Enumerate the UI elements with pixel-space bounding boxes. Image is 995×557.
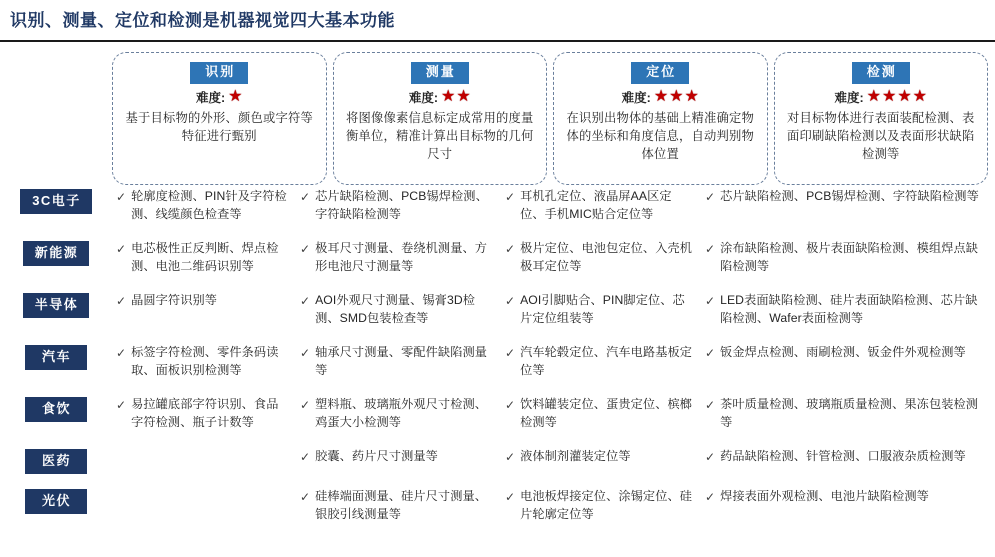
function-card-2 — [333, 52, 548, 185]
function-card-badge: 测量 — [411, 62, 469, 84]
matrix-cell — [701, 188, 995, 206]
row-label-cell — [0, 396, 112, 422]
function-card-description: 将图像像素信息标定成常用的度量衡单位，精准计算出目标物的几何尺寸 — [346, 110, 534, 161]
matrix-cell — [296, 396, 501, 432]
check-icon: ✓ — [300, 346, 311, 360]
check-icon: ✓ — [505, 490, 516, 504]
check-icon: ✓ — [116, 242, 127, 256]
matrix-cell-text: 胶囊、药片尺寸测量等 — [315, 449, 438, 463]
industry-label: 3C电子 — [20, 189, 92, 214]
matrix-cell-text: 极片定位、电池包定位、入壳机极耳定位等 — [520, 241, 693, 273]
matrix-cell-text: 药品缺陷检测、针管检测、口服液杂质检测等 — [720, 449, 966, 463]
matrix-cell — [701, 292, 995, 328]
star-icon: ★ — [684, 88, 699, 106]
row-label-cell — [0, 292, 112, 318]
difficulty-label: 难度: — [834, 91, 864, 106]
matrix-cell-text: 茶叶质量检测、玻璃瓶质量检测、果冻包装检测等 — [720, 397, 979, 429]
difficulty-rating — [409, 89, 471, 106]
check-icon: ✓ — [116, 190, 127, 204]
matrix-cell — [501, 448, 701, 466]
page-title: 识别、测量、定位和检测是机器视觉四大基本功能 — [10, 11, 395, 30]
matrix-cell-text: 轴承尺寸测量、零配件缺陷测量等 — [315, 345, 488, 377]
star-icon: ★ — [669, 88, 684, 106]
check-icon: ✓ — [505, 450, 516, 464]
star-icon: ★ — [228, 88, 243, 106]
difficulty-stars — [228, 89, 242, 105]
matrix-cell-text: AOI外观尺寸测量、锡膏3D检测、SMD包装检查等 — [315, 293, 476, 325]
matrix-cell-text: 塑料瓶、玻璃瓶外观尺寸检测、鸡蛋大小检测等 — [315, 397, 488, 429]
matrix-cell-text: 硅棒端面测量、硅片尺寸测量、银胶引线测量等 — [315, 489, 488, 521]
check-icon: ✓ — [705, 398, 716, 412]
function-card-description: 基于目标物的外形、颜色或字符等特征进行甄别 — [125, 110, 313, 143]
function-card-badge: 检测 — [852, 62, 910, 84]
industry-label: 新能源 — [23, 241, 90, 266]
matrix-cell — [701, 448, 995, 466]
matrix-cell — [296, 292, 501, 328]
difficulty-stars — [654, 89, 699, 105]
matrix-cell-text: 标签字符检测、零件条码读取、面板识别检测等 — [131, 345, 279, 377]
check-icon: ✓ — [300, 490, 311, 504]
matrix-cell-text: 液体制剂灌装定位等 — [520, 449, 631, 463]
matrix-cell-text: 耳机孔定位、液晶屏AA区定位、手机MIC贴合定位等 — [520, 189, 672, 221]
function-card-description: 在识别出物体的基础上精准确定物体的坐标和角度信息，自动判别物体位置 — [566, 110, 754, 161]
matrix-cell-text: 饮料罐装定位、蛋贵定位、槟榔检测等 — [520, 397, 693, 429]
matrix-cell — [296, 488, 501, 524]
difficulty-label: 难度: — [195, 91, 226, 106]
check-icon: ✓ — [505, 346, 516, 360]
row-label-cell — [0, 448, 112, 474]
check-icon: ✓ — [705, 346, 716, 360]
function-card-3 — [553, 52, 768, 185]
matrix-row — [0, 292, 995, 344]
function-cards — [112, 52, 988, 185]
check-icon: ✓ — [505, 398, 516, 412]
star-icon: ★ — [912, 88, 928, 106]
matrix-cell — [112, 240, 296, 276]
star-icon: ★ — [440, 88, 456, 106]
matrix-cell — [501, 344, 701, 380]
check-icon: ✓ — [505, 190, 516, 204]
check-icon: ✓ — [300, 398, 311, 412]
matrix-cell — [501, 396, 701, 432]
industry-label: 汽车 — [25, 345, 87, 370]
function-card-description: 对目标物体进行表面装配检测、表面印刷缺陷检测以及表面形状缺陷检测等 — [787, 110, 975, 161]
matrix-row — [0, 188, 995, 240]
industry-label: 医药 — [25, 449, 87, 474]
matrix-cell-text: 轮廓度检测、PIN针及字符检测、线缆颜色检查等 — [131, 189, 287, 221]
check-icon: ✓ — [300, 450, 311, 464]
matrix-cell — [701, 344, 995, 362]
difficulty-label: 难度: — [408, 91, 438, 106]
check-icon: ✓ — [505, 242, 516, 256]
industry-label: 光伏 — [25, 489, 87, 514]
matrix-cell — [112, 188, 296, 224]
matrix-cell-text: 晶圆字符识别等 — [131, 293, 218, 307]
star-icon: ★ — [653, 88, 669, 106]
matrix-cell — [112, 448, 296, 466]
matrix-cell-text: 芯片缺陷检测、PCB锡焊检测、字符缺陷检测等 — [720, 189, 979, 203]
check-icon: ✓ — [705, 490, 716, 504]
row-label-cell — [0, 188, 112, 214]
title-divider — [0, 40, 995, 42]
matrix-cell-text: 钣金焊点检测、雨刷检测、钣金件外观检测等 — [720, 345, 966, 359]
check-icon: ✓ — [300, 190, 311, 204]
matrix-cell — [112, 488, 296, 506]
matrix-cell — [701, 396, 995, 432]
function-card-4 — [774, 52, 989, 185]
matrix-cell-text: 芯片缺陷检测、PCB锡焊检测、字符缺陷检测等 — [315, 189, 488, 221]
check-icon: ✓ — [505, 294, 516, 308]
matrix-cell-text: 电池板焊接定位、涂锡定位、硅片轮廓定位等 — [520, 489, 693, 521]
star-icon: ★ — [456, 88, 471, 106]
row-label-cell — [0, 488, 112, 514]
difficulty-rating — [622, 89, 699, 106]
check-icon: ✓ — [705, 242, 716, 256]
industry-label: 食饮 — [25, 397, 87, 422]
row-label-cell — [0, 344, 112, 370]
function-card-badge: 识别 — [190, 62, 248, 84]
check-icon: ✓ — [705, 190, 716, 204]
function-card-1 — [112, 52, 327, 185]
page-header — [0, 0, 995, 42]
matrix-cell-text: 焊接表面外观检测、电池片缺陷检测等 — [720, 489, 929, 503]
matrix-cell — [296, 188, 501, 224]
star-icon: ★ — [866, 88, 881, 106]
matrix-cell — [501, 240, 701, 276]
difficulty-stars — [867, 89, 927, 105]
matrix-cell — [296, 240, 501, 276]
matrix-row — [0, 488, 995, 540]
matrix-cell-text: 易拉罐底部字符识别、食品字符检测、瓶子计数等 — [131, 397, 279, 429]
industry-label: 半导体 — [23, 293, 90, 318]
check-icon: ✓ — [300, 294, 311, 308]
star-icon: ★ — [897, 88, 912, 106]
matrix-row — [0, 396, 995, 448]
difficulty-stars — [441, 89, 471, 105]
row-label-cell — [0, 240, 112, 266]
difficulty-rating — [834, 89, 927, 106]
matrix-cell-text: 极耳尺寸测量、卷绕机测量、方形电池尺寸测量等 — [315, 241, 488, 273]
matrix-cell-text: AOI引脚贴合、PIN脚定位、芯片定位组装等 — [520, 293, 685, 325]
matrix-cell — [296, 344, 501, 380]
matrix-cell — [701, 488, 995, 506]
matrix-cell — [296, 448, 501, 466]
check-icon: ✓ — [116, 398, 127, 412]
check-icon: ✓ — [705, 294, 716, 308]
check-icon: ✓ — [300, 242, 311, 256]
star-icon: ★ — [881, 88, 897, 106]
matrix-cell-text: 电芯极性正反判断、焊点检测、电池二维码识别等 — [131, 241, 279, 273]
matrix-row — [0, 344, 995, 396]
difficulty-rating — [196, 89, 243, 106]
matrix-row — [0, 240, 995, 292]
matrix-cell — [112, 292, 296, 310]
matrix-cell-text: 汽车轮毂定位、汽车电路基板定位等 — [520, 345, 693, 377]
matrix-cell-text: 涂布缺陷检测、极片表面缺陷检测、模组焊点缺陷检测等 — [720, 241, 979, 273]
matrix-cell — [501, 292, 701, 328]
check-icon: ✓ — [705, 450, 716, 464]
check-icon: ✓ — [116, 346, 127, 360]
matrix-cell — [112, 396, 296, 432]
matrix-cell — [501, 488, 701, 524]
matrix-row — [0, 448, 995, 488]
matrix-cell-text: LED表面缺陷检测、硅片表面缺陷检测、芯片缺陷检测、Wafer表面检测等 — [720, 293, 978, 325]
matrix-cell — [501, 188, 701, 224]
function-card-badge: 定位 — [631, 62, 689, 84]
industry-application-matrix — [0, 188, 995, 557]
difficulty-label: 难度: — [621, 91, 651, 106]
matrix-cell — [701, 240, 995, 276]
check-icon: ✓ — [116, 294, 127, 308]
matrix-cell — [112, 344, 296, 380]
